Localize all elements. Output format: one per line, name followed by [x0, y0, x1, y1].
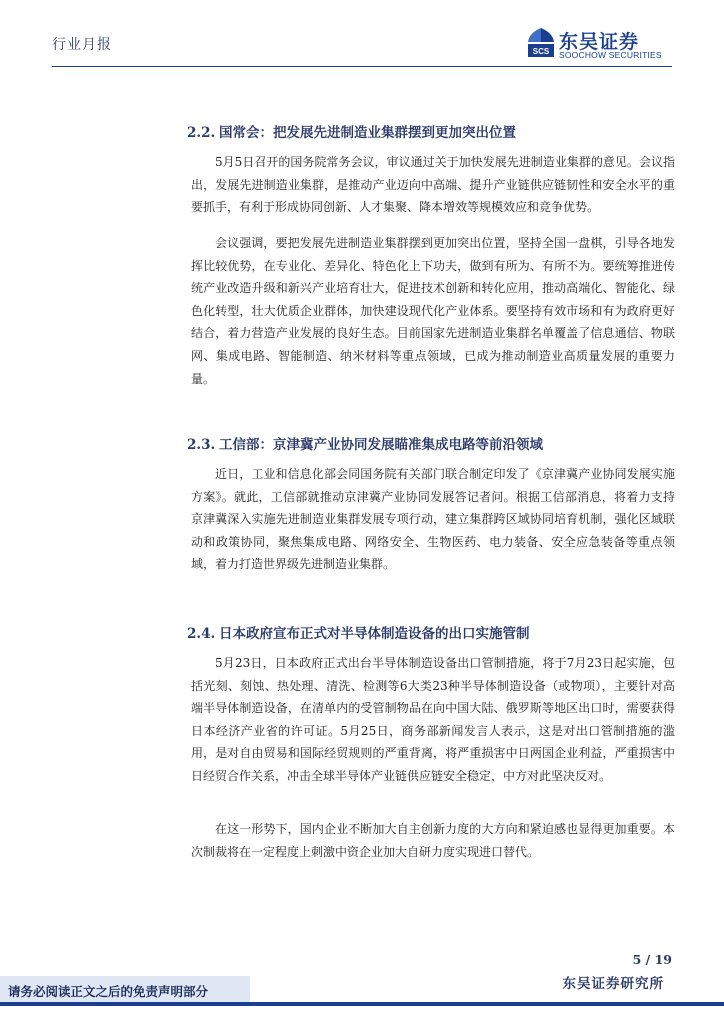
section-title: 工信部：京津冀产业协同发展瞄准集成电路等前沿领域 [219, 437, 543, 453]
paragraph: 5月23日，日本政府正式出台半导体制造设备出口管制措施，将于7月23日起实施，包括光刻、刻蚀、热处理、清洗、检测等6大类23种半导体制造设备（或物项），主要针对高端半导体制造设备，在清单内的受管制物品在向中国大陆、俄罗斯等地区出口时，需要获得日本经济产业省的许可证。5月25日，商务部新闻发言人表示，这是对出口管制措施的滥用，是对自由贸易和国际经贸规则的严重背离，将严重损害中日两国企业利益，严重损害中日经贸合作关系，冲击全球半导体产业链供应链安全稳定，中方对此坚决反对。 [191, 656, 675, 783]
section-number: 2.2. [187, 125, 216, 141]
section-number: 2.3. [187, 437, 216, 453]
section-number: 2.4. [187, 626, 216, 642]
logo-cn-text: 东吴证券 [559, 31, 640, 53]
paragraph: 近日，工业和信息化部会同国务院有关部门联合制定印发了《京津冀产业协同发展实施方案》。就此，工信部就推动京津冀产业协同发展答记者问。根据工信部消息，将着力支持京津冀深入实施先进制造业集群发展专项行动，建立集群跨区域协同培育机制，强化区域联动和政策协同，聚焦集成电路、网络安全、生物医药、电力装备、安全应急装备等重点领域，着力打造世界级先进制造业集群。 [191, 467, 675, 572]
report-type-label: 行业月报 [52, 37, 112, 53]
page-number: 5 / 19 [632, 952, 672, 967]
footer-divider [0, 1002, 724, 1006]
footer-organization: 东吴证券研究所 [562, 976, 664, 992]
header-divider [52, 66, 672, 67]
paragraph: 5月5日召开的国务院常务会议，审议通过关于加快发展先进制造业集群的意见。会议指出，发展先进制造业集群，是推动产业迈向中高端、提升产业链供应链韧性和安全水平的重要抓手，有利于形成协同创新、人才集聚、降本增效等规模效应和竞争优势。 [191, 155, 675, 215]
section-title: 国常会：把发展先进制造业集群摆到更加突出位置 [219, 125, 516, 141]
logo-en-text: SOOCHOW SECURITIES [559, 50, 662, 60]
section-heading [187, 121, 687, 141]
paragraph: 在这一形势下，国内企业不断加大自主创新力度的大方向和紧迫感也显得更加重要。本次制裁将在一定程度上刺激中资企业加大自研力度实现进口替代。 [191, 822, 675, 859]
paragraph: 会议强调，要把发展先进制造业集群摆到更加突出位置，坚持全国一盘棋，引导各地发挥比较优势，在专业化、差异化、特色化上下功夫，做到有所为、有所不为。要统筹推进传统产业改造升级和新兴产业培育壮大，促进技术创新和转化应用，推动高端化、智能化、绿色化转型，壮大优质企业群体，加快建设现代化产业体系。要坚持有效市场和有为政府更好结合，着力营造产业发展的良好生态。目前国家先进制造业集群名单覆盖了信息通信、物联网、集成电路、智能制造、纳米材料等重点领域，已成为推动制造业高质量发展的重要力量。 [191, 236, 675, 386]
section-title: 日本政府宣布正式对半导体制造设备的出口实施管制 [219, 626, 530, 642]
scs-logo-icon [526, 27, 556, 59]
section-heading [187, 433, 687, 453]
company-logo [526, 27, 676, 61]
section-heading [187, 622, 687, 642]
logo-badge-text: SCS [532, 47, 550, 56]
disclaimer-notice: 请务必阅读正文之后的免责声明部分 [8, 984, 209, 999]
